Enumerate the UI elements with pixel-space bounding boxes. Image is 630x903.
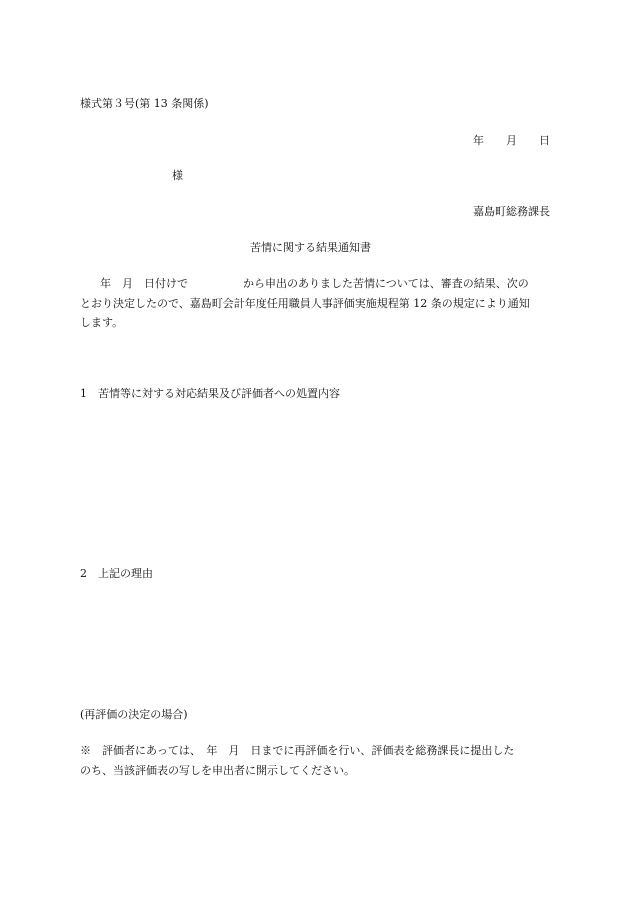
addressee-line: 様 (172, 169, 183, 182)
date-line: 年 月 日 (473, 134, 550, 147)
reevaluation-heading: (再評価の決定の場合) (80, 708, 188, 721)
note-line-2: のち、当該評価表の写しを申出者に開示してください。 (80, 764, 355, 777)
section-2-heading: 2 上記の理由 (80, 567, 153, 580)
document-title: 苦情に関する結果通知書 (250, 241, 371, 254)
note-line-1: ※ 評価者にあっては、 年 月 日までに再評価を行い、評価表を総務課長に提出した (80, 744, 515, 757)
body-line-1: 年 月 日付けで から申出のありました苦情については、審査の結果、次の (100, 277, 529, 290)
form-number: 様式第３号(第 13 条関係) (80, 97, 209, 110)
section-1-heading: 1 苦情等に対する対応結果及び評価者への処置内容 (80, 387, 340, 400)
body-line-3: します。 (80, 316, 124, 329)
sender: 嘉島町総務課長 (473, 205, 550, 218)
body-line-2: とおり決定したので、嘉島町会計年度任用職員人事評価実施規程第 12 条の規定により通知 (80, 297, 530, 310)
